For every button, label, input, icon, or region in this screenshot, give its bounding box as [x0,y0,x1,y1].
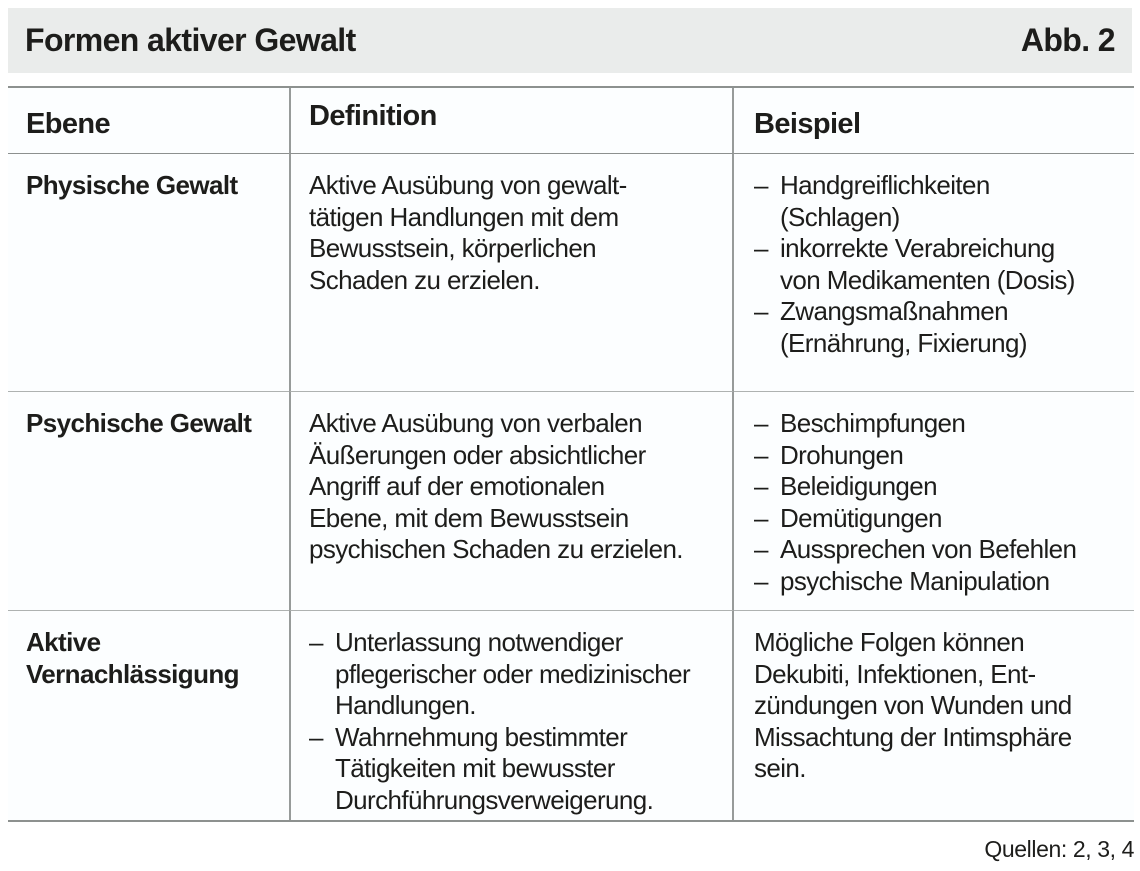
list-item [754,170,1128,202]
column-header-ebene: Ebene [8,88,289,154]
list-item [309,785,726,817]
text-line: psychischen Schaden zu erzielen. [309,534,683,564]
list-item [309,690,726,722]
text-line: Angriff auf der emotionalen [309,471,605,501]
text-line: Aktive Ausübung von verbalen [309,408,642,438]
list-item-text: Wahrnehmung bestimmter [335,721,628,752]
beispiel-cell-aktive-vernachlaessigung [734,611,1134,820]
list-item [754,296,1128,328]
list-item [754,265,1128,297]
definition-cell-aktive-vernachlaessigung [289,611,734,820]
list-item [754,534,1128,566]
list-item-text: pflegerischer oder medizinischer [335,658,691,689]
list-item [754,471,1128,503]
dash-marker: – [754,233,768,263]
beispiel-cell-psychische-gewalt [734,392,1134,611]
list-item-text: (Schlagen) [780,201,900,232]
list-item [309,627,726,659]
definition-cell-psychische-gewalt [289,392,734,611]
dash-marker: – [754,408,768,438]
violence-forms-table [8,86,1134,822]
list-item [754,233,1128,265]
dash-marker: – [754,565,768,596]
text-line: Aktive Ausübung von gewalt- [309,170,627,200]
list-item [754,503,1128,535]
list-item [754,440,1128,472]
list-item [754,202,1128,234]
dash-marker: – [754,502,768,533]
text-line: Bewusstsein, körperlichen [309,233,597,263]
row-label-physische-gewalt: Physische Gewalt [8,154,289,392]
list-item-text: Unterlassung notwendiger [335,627,623,657]
text-line: Mögliche Folgen können [754,627,1025,657]
list-item-text: Tätigkeiten mit bewusster [335,753,615,783]
text-line: zündungen von Wunden und [754,690,1072,720]
list-item-text: Handlungen. [335,690,476,720]
dash-marker: – [309,627,323,657]
dash-marker: – [754,439,768,470]
text-line: Dekubiti, Infektionen, Ent- [754,658,1036,689]
text-line: Äußerungen oder absichtlicher [309,439,646,470]
list-item-text: Beschimpfungen [780,408,966,438]
list-item [754,566,1128,598]
list-item [754,328,1128,360]
row-label-psychische-gewalt: Psychische Gewalt [8,392,289,611]
definition-cell-physische-gewalt [289,154,734,392]
figure-title-bar [8,8,1132,73]
figure-title: Formen aktiver Gewalt [25,22,356,58]
dash-marker: – [754,170,768,200]
list-item-text: Beleidigungen [780,471,938,501]
row-label-aktive-vernachlaessigung: Aktive Vernachlässigung [26,627,239,689]
list-item-text: von Medikamenten (Dosis) [780,264,1075,295]
dash-marker: – [754,534,768,564]
list-item-text: inkorrekte Verabreichung [780,233,1055,263]
sources-note: Quellen: 2, 3, 4 [984,836,1134,862]
beispiel-cell-physische-gewalt [734,154,1134,392]
dash-marker: – [754,296,768,326]
list-item-text: Demütigungen [780,502,942,533]
list-item-text: Zwangsmaßnahmen [780,296,1008,326]
column-header-definition: Definition [289,88,734,154]
list-item-text: Durchführungsverweigerung. [335,784,654,815]
text-line: Missachtung der Intimsphäre [754,721,1072,752]
list-item-text: Aussprechen von Befehlen [780,534,1077,564]
text-line: tätigen Handlungen mit dem [309,201,619,232]
list-item-text: Handgreiflichkeiten [780,170,990,200]
list-item [754,408,1128,440]
list-item [309,753,726,785]
dash-marker: – [309,721,323,752]
list-item [309,659,726,691]
dash-marker: – [754,471,768,501]
figure-number: Abb. 2 [1020,22,1115,58]
column-header-beispiel: Beispiel [734,88,1134,154]
text-line: sein. [754,753,806,783]
list-item-text: Drohungen [780,439,904,470]
list-item [309,722,726,754]
text-line: Ebene, mit dem Bewusstsein [309,502,629,533]
list-item-text: (Ernährung, Fixierung) [780,327,1027,358]
text-line: Schaden zu erzielen. [309,264,540,295]
list-item-text: psychische Manipulation [780,565,1050,596]
